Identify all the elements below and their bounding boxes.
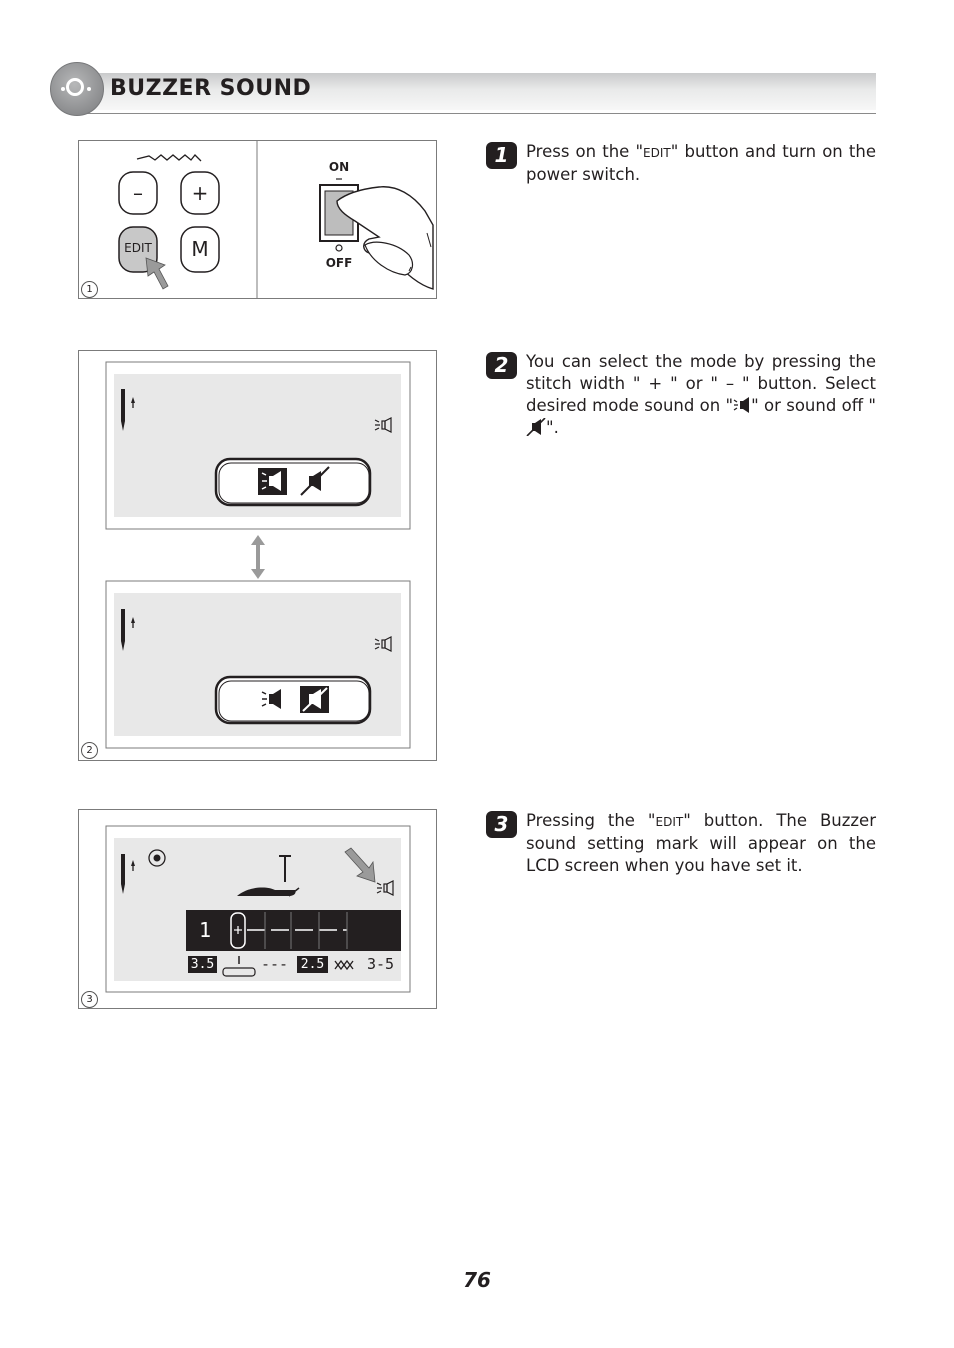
minus-label: – — [133, 181, 143, 205]
section-header — [50, 62, 876, 116]
dashes: --- — [261, 955, 289, 973]
sound-on-icon — [733, 396, 751, 414]
width-value: 3.5 — [190, 957, 215, 972]
edit-label: EDIT — [124, 241, 152, 255]
sound-off-icon — [526, 418, 546, 436]
mode-selector-top — [216, 459, 370, 505]
edit-key-label: EDIT — [643, 146, 671, 160]
step-1 — [486, 141, 876, 186]
figure-1-illustration — [79, 141, 436, 298]
step-2 — [486, 351, 876, 439]
figure-number: 2 — [81, 742, 98, 759]
off-label: OFF — [325, 256, 353, 270]
mode-selector-bottom — [216, 677, 370, 723]
header-rule — [78, 113, 876, 114]
pattern-bar — [186, 910, 401, 951]
toggle-arrow-icon — [251, 535, 265, 579]
step-number-badge: 3 — [486, 811, 517, 838]
step-3-text: Pressing the "EDIT" button. The Buzzer sound setting mark will appear on the LCD screen when you have set it. — [526, 811, 876, 875]
range-value: 3-5 — [367, 955, 395, 973]
pointer-arrow-icon — [146, 258, 168, 289]
step-1-text: Press on the "EDIT" button and turn on the power switch. — [526, 142, 876, 184]
plus-label: + — [191, 181, 209, 205]
pattern-number: 1 — [199, 918, 212, 942]
figure-number: 3 — [81, 991, 98, 1008]
figure-2-illustration — [79, 351, 436, 760]
figure-1 — [78, 140, 437, 299]
step-number-badge: 1 — [486, 142, 517, 169]
edit-key-label: EDIT — [655, 815, 684, 829]
figure-2 — [78, 350, 437, 761]
figure-3-illustration — [79, 810, 436, 1008]
section-title: BUZZER SOUND — [110, 76, 312, 101]
on-label: ON — [328, 160, 350, 174]
section-bullet-icon — [50, 62, 104, 116]
figure-number: 1 — [81, 281, 98, 298]
stitch-width-icon — [137, 155, 201, 161]
step-2-text: You can select the mode by pressing the stitch width " + " or " – " button. Select desired mode sound on " " or sound off "". — [526, 352, 876, 437]
step-number-badge: 2 — [486, 352, 517, 379]
page-number: 76 — [463, 1268, 491, 1292]
length-value: 2.5 — [300, 957, 325, 972]
step-3 — [486, 810, 876, 877]
m-label: M — [191, 237, 209, 261]
figure-3 — [78, 809, 437, 1009]
